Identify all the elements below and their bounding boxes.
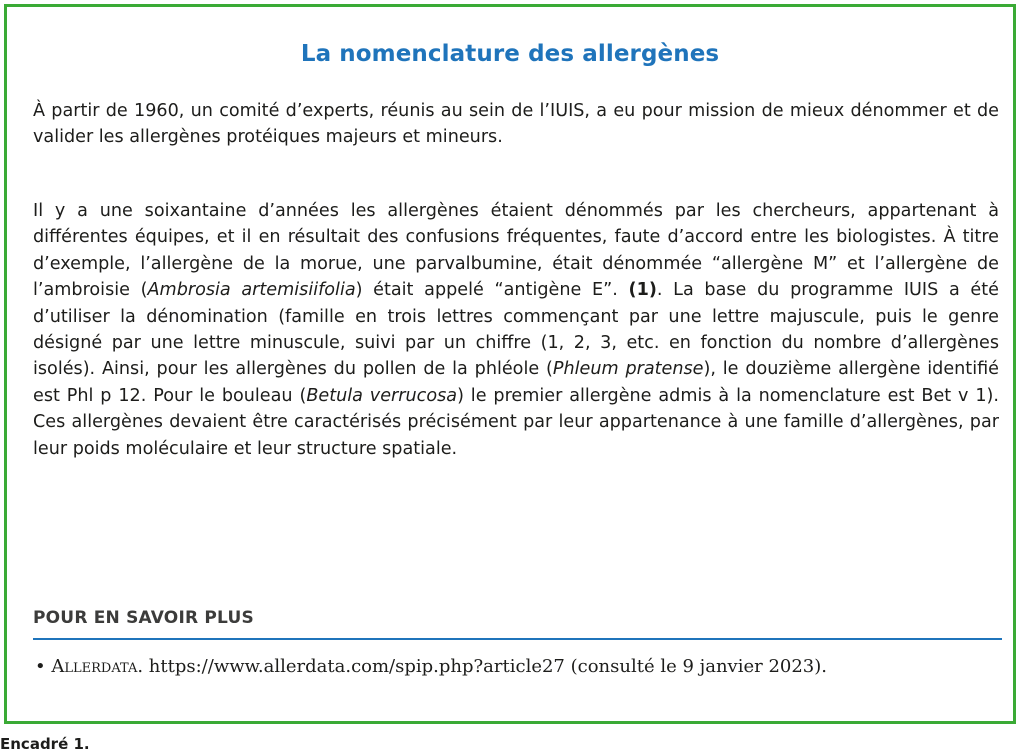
species-ambrosia: Ambrosia artemisiifolia (147, 280, 356, 301)
reference-source: Allerdata (51, 656, 138, 677)
species-betula: Betula verrucosa (306, 385, 458, 406)
reference-item (35, 654, 1001, 680)
further-reading-heading: POUR EN SAVOIR PLUS (33, 608, 254, 628)
info-box (4, 4, 1016, 724)
bullet-icon: • (35, 656, 46, 677)
box-title: La nomenclature des allergènes (300, 41, 720, 67)
reference-link[interactable]: . https://www.allerdata.com/spip.php?article27 (consulté le 9 janvier 2023). (137, 656, 828, 677)
paragraph-history-text-1: Il y a une soixantaine d’années les allergènes étaient dénommés par les chercheurs, appartenant à différentes équipes, et il en résultait des confusions fréquentes, faute d’accord entre les biologistes. À titre d’exemple, l’allergène de la morue, une parvalbumine, était dénommée “allergène M” et l’allergène de l’ambroisie ( (33, 201, 999, 301)
paragraph-intro: À partir de 1960, un comité d’experts, réunis au sein de l’IUIS, a eu pour mission de mieux dénommer et de valider les allergènes protéiques majeurs et mineurs. (33, 101, 999, 148)
paragraph-history-text-4: ), le douzième allergène identifié est Phl p 12. Pour le bouleau ( (33, 359, 999, 406)
species-phleum: Phleum pratense (552, 359, 704, 380)
paragraph-history-text-5: ) le premier allergène admis à la nomenclature est Bet v 1). Ces allergènes devaient être caractérisés précisément par leur appartenance à une famille d’allergènes, par leur poids moléculaire et leur structure spatiale. (33, 385, 999, 459)
paragraph-history (33, 198, 999, 462)
box-caption: Encadré 1. (0, 735, 90, 753)
paragraph-history-text-2: ) était appelé “antigène E”. (355, 280, 629, 301)
reference-marker: (1) (628, 280, 657, 301)
paragraph-history-text-3: . La base du programme IUIS a été d’utiliser la dénomination (famille en trois lettres commençant par une lettre majuscule, puis le genre désigné par une lettre minuscule, suivi par un chiffre (1, 2, 3, etc. en fonction du nombre d’allergènes isolés). Ainsi, pour les allergènes du pollen de la phléole ( (33, 280, 999, 380)
heading-divider (33, 638, 1002, 640)
